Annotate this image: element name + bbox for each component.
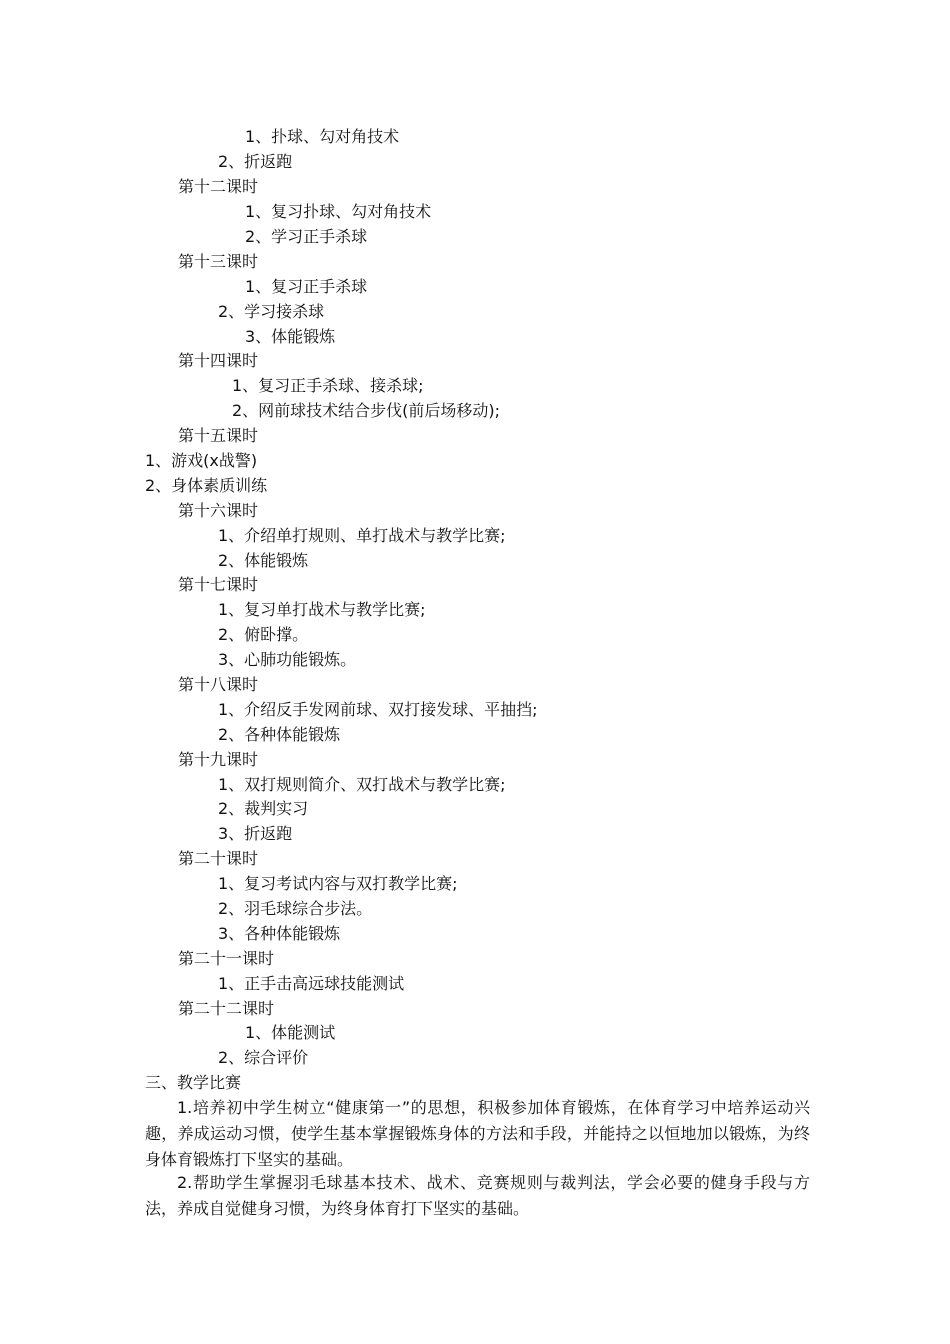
list-item: 2、网前球技术结合步伐(前后场移动);	[232, 401, 501, 420]
list-item: 2、学习接杀球	[218, 302, 325, 321]
body-paragraph: 2.帮助学生掌握羽毛球基本技术、战术、竞赛规则与裁判法，学会必要的健身手段与方法，养成自觉健身习惯，为终身体育打下坚实的基础。	[145, 1173, 810, 1218]
list-item: 2、俯卧撑。	[218, 625, 309, 644]
list-item: 2、学习正手杀球	[245, 227, 368, 246]
list-item: 1、复习单打战术与教学比赛;	[218, 600, 426, 619]
list-item: 2、各种体能锻炼	[218, 725, 341, 744]
list-item: 1、双打规则简介、双打战术与教学比赛;	[218, 775, 506, 794]
lesson-heading: 第十九课时	[178, 750, 259, 769]
lesson-heading: 第十三课时	[178, 252, 259, 271]
lesson-heading: 第二十课时	[178, 849, 259, 868]
list-item: 1、复习正手杀球、接杀球;	[232, 376, 424, 395]
lesson-heading: 第十六课时	[178, 501, 259, 520]
list-item: 1、介绍单打规则、单打战术与教学比赛;	[218, 526, 506, 545]
list-item: 1、介绍反手发网前球、双打接发球、平抽挡;	[218, 700, 538, 719]
list-item: 1、体能测试	[245, 1023, 336, 1042]
body-paragraph: 1.培养初中学生树立“健康第一”的思想，积极参加体育锻炼，在体育学习中培养运动兴趣，养成运动习惯，使学生基本掌握锻炼身体的方法和手段，并能持之以恒地加以锻炼，为终身体育锻炼打下坚实的基础。	[145, 1098, 810, 1169]
list-item: 2、身体素质训练	[145, 476, 268, 495]
list-item: 3、折返跑	[218, 824, 293, 843]
list-item: 1、扑球、勾对角技术	[245, 127, 400, 146]
list-item: 1、正手击高远球技能测试	[218, 974, 405, 993]
lesson-heading: 第十四课时	[178, 351, 259, 370]
list-item: 1、复习考试内容与双打教学比赛;	[218, 874, 458, 893]
list-item: 1、复习扑球、勾对角技术	[245, 202, 432, 221]
list-item: 2、体能锻炼	[218, 551, 309, 570]
lesson-heading: 第十八课时	[178, 675, 259, 694]
list-item: 3、体能锻炼	[245, 327, 336, 346]
list-item: 2、羽毛球综合步法。	[218, 899, 373, 918]
list-item: 2、折返跑	[218, 152, 293, 171]
list-item: 2、综合评价	[218, 1048, 309, 1067]
lesson-heading: 第十二课时	[178, 177, 259, 196]
lesson-heading: 第十五课时	[178, 426, 259, 445]
list-item: 1、游戏(x战警)	[145, 451, 258, 470]
lesson-heading: 第二十一课时	[178, 949, 275, 968]
lesson-heading: 第十七课时	[178, 575, 259, 594]
lesson-heading: 第二十二课时	[178, 999, 275, 1018]
list-item: 3、各种体能锻炼	[218, 924, 341, 943]
section-heading: 三、教学比赛	[145, 1073, 242, 1092]
list-item: 2、裁判实习	[218, 799, 309, 818]
list-item: 1、复习正手杀球	[245, 277, 368, 296]
list-item: 3、心肺功能锻炼。	[218, 650, 357, 669]
